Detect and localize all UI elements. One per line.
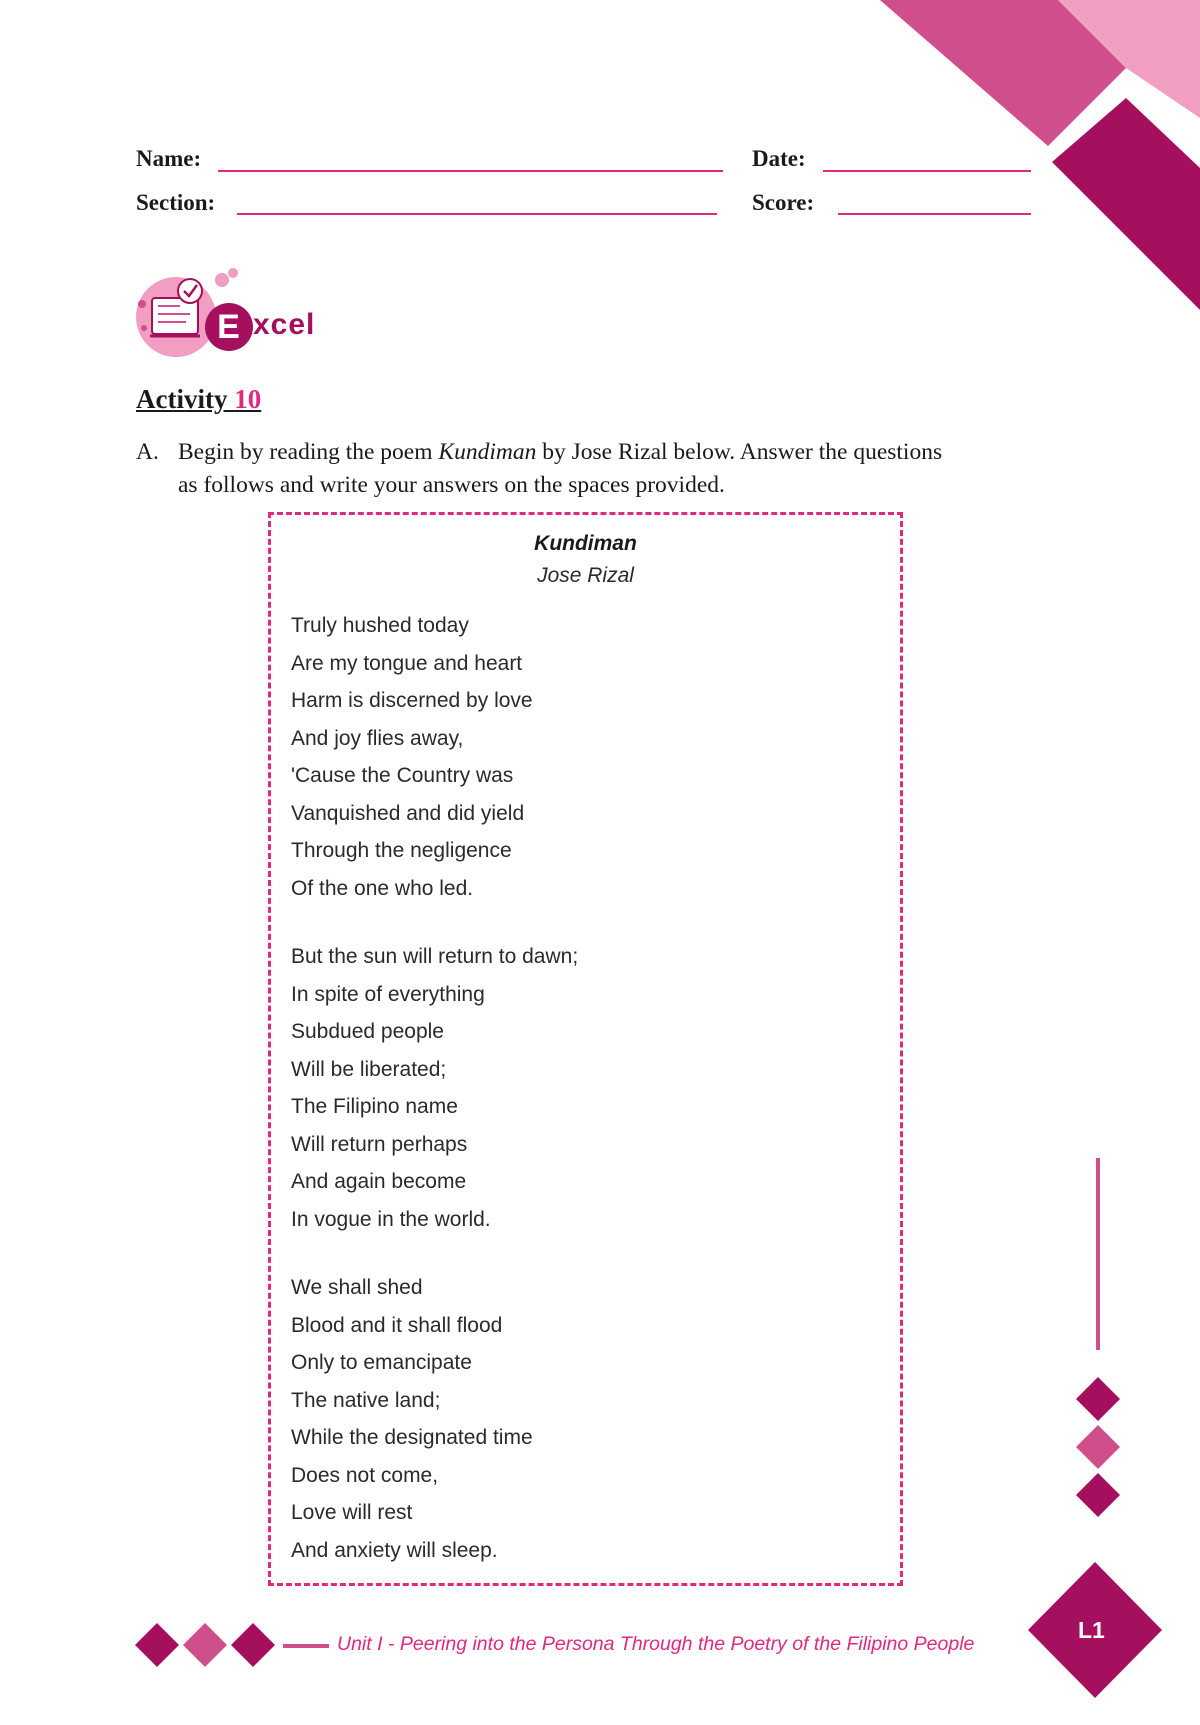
poem-line: 'Cause the Country was: [291, 764, 514, 787]
poem-line: Through the negligence: [291, 839, 512, 862]
footer-rule: [283, 1644, 329, 1648]
section-field[interactable]: [237, 213, 717, 215]
poem-line: The native land;: [291, 1388, 441, 1412]
instruction-line-1: [178, 436, 1038, 469]
footer-diamonds-decoration: [132, 1620, 282, 1670]
date-field[interactable]: [823, 170, 1031, 172]
poem-line: Harm is discerned by love: [291, 689, 533, 712]
excel-e-circle: [205, 303, 253, 351]
poem-line: Love will rest: [291, 1501, 413, 1524]
poem-line: Vanquished and did yield: [291, 801, 525, 825]
poem-line: And again become: [291, 1170, 467, 1193]
name-label: Name:: [136, 146, 202, 171]
poem-line: Will be liberated;: [291, 1057, 447, 1081]
score-label: Score:: [752, 190, 815, 215]
poem-line: Subdued people: [291, 1020, 444, 1043]
poem-stanza-3: [291, 1276, 533, 1563]
instruction-marker: A.: [136, 439, 159, 465]
poem-line: In vogue in the world.: [291, 1207, 491, 1231]
poem-line: Blood and it shall flood: [291, 1313, 503, 1337]
footer-unit-title: Unit I - Peering into the Persona Through the Poetry of the Filipino People: [337, 1633, 975, 1655]
poem-line: Will return perhaps: [291, 1132, 468, 1156]
poem-line: We shall shed: [291, 1276, 423, 1299]
excel-e-letter: E: [217, 307, 241, 346]
poem-line: Only to emancipate: [291, 1351, 472, 1374]
activity-word: Activity: [136, 384, 228, 414]
poem-author: Jose Rizal: [537, 564, 634, 587]
instruction-line-1-start: Begin by reading the poem: [178, 439, 439, 465]
poem-line: And anxiety will sleep.: [291, 1538, 498, 1562]
side-vertical-bar: [1096, 1158, 1100, 1350]
instruction-text: [178, 436, 1038, 502]
lesson-label: L1: [1078, 1617, 1105, 1643]
poem-line: Of the one who led.: [291, 876, 474, 900]
instruction-line-1-end: by Jose Rizal below. Answer the questions: [536, 439, 943, 465]
poem-line: The Filipino name: [291, 1095, 458, 1118]
poem-line: And joy flies away,: [291, 726, 464, 750]
poem-line: While the designated time: [291, 1426, 533, 1449]
poem-line: In spite of everything: [291, 982, 485, 1006]
instruction-poem-name: Kundiman: [438, 439, 537, 465]
side-diamonds-decoration: [1070, 1375, 1126, 1525]
score-field[interactable]: [838, 213, 1031, 215]
date-label: Date:: [752, 146, 806, 171]
poem-stanza-1: [291, 614, 533, 901]
poem-title: Kundiman: [534, 532, 637, 555]
excel-badge-label: xcel: [253, 308, 316, 341]
poem-line: Does not come,: [291, 1463, 439, 1487]
section-label: Section:: [136, 190, 216, 215]
activity-number: 10: [234, 384, 262, 414]
poem-line: But the sun will return to dawn;: [291, 945, 579, 968]
activity-heading: [136, 384, 261, 415]
poem-line: Truly hushed today: [291, 614, 469, 637]
poem-line: Are my tongue and heart: [291, 651, 523, 675]
instruction-line-2: as follows and write your answers on the spaces provided.: [178, 472, 725, 498]
name-field[interactable]: [218, 170, 723, 172]
poem-stanza-2: [291, 945, 578, 1232]
